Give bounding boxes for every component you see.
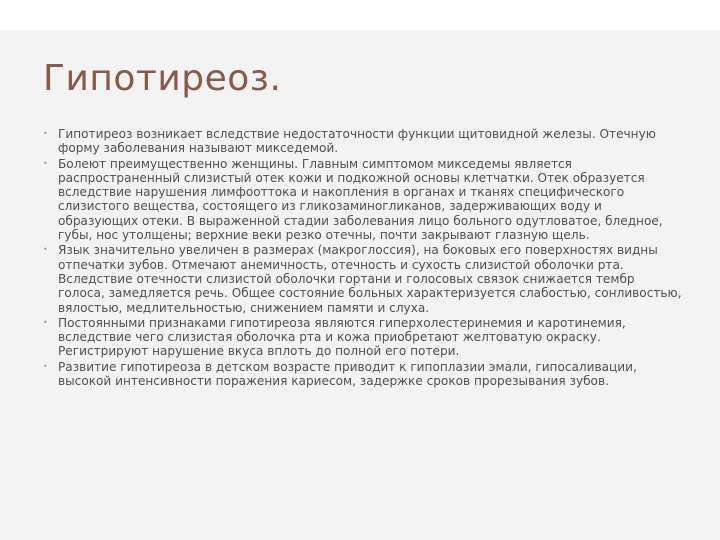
slide-top-band — [0, 0, 720, 30]
slide-title: Гипотиреоз. — [43, 58, 282, 99]
bullet-dot-icon: • — [43, 158, 48, 168]
bullet-item-3 — [43, 243, 683, 314]
bullet-dot-icon: • — [43, 361, 48, 371]
bullet-item-4 — [43, 316, 683, 359]
bullet-text: Болеют преимущественно женщины. Главным симптомом микседемы является распространенный слизистый отек кожи и подкожной основы клетчатки. Отек образуется вследствие нарушения лимфооттока и накопления в органах и тканях специфического слизистого вещества, состоящего из гликозаминогликанов, задерживающих воду и образующих отеки. В выраженной стадии заболевания лицо больного одутловатое, бледное, губы, нос утолщены; верхние веки резко отечны, почти закрывают глазную щель. — [58, 156, 663, 243]
bullet-list — [43, 127, 683, 389]
bullet-dot-icon: • — [43, 129, 48, 138]
bullet-dot-icon: • — [43, 317, 48, 327]
bullet-text: Гипотиреоз возникает вследствие недостаточности функции щитовидной железы. Отечную форму заболевания называют микседемой. — [58, 127, 656, 156]
bullet-text: Развитие гипотиреоза в детском возрасте приводит к гипоплазии эмали, гипосаливации, высокой интенсивности поражения кариесом, задержке сроков прорезывания зубов. — [58, 359, 637, 389]
bullet-dot-icon: • — [43, 245, 48, 255]
bullet-item-5 — [43, 360, 683, 389]
bullet-text: Язык значительно увеличен в размерах (макроглоссия), на боковых его поверхностях видны отпечатки зубов. Отмечают анемичность, отечность и сухость слизистой оболочки рта. Вследствие отечности слизистой оболочки гортани и голосовых связок снижается тембр голоса, замедляется речь. Общее состояние больных характеризуется слабостью, сонливостью, вялостью, медлительностью, снижением памяти и слуха. — [58, 243, 682, 315]
bullet-text: Постоянными признаками гипотиреоза являются гиперхолестеринемия и каротинемия, вследствие чего слизистая оболочка рта и кожа приобретают желтоватую окраску. Регистрируют нарушение вкуса вплоть до полной его потери. — [58, 315, 626, 359]
bullet-item-2 — [43, 157, 683, 243]
bullet-item-1 — [43, 127, 683, 156]
